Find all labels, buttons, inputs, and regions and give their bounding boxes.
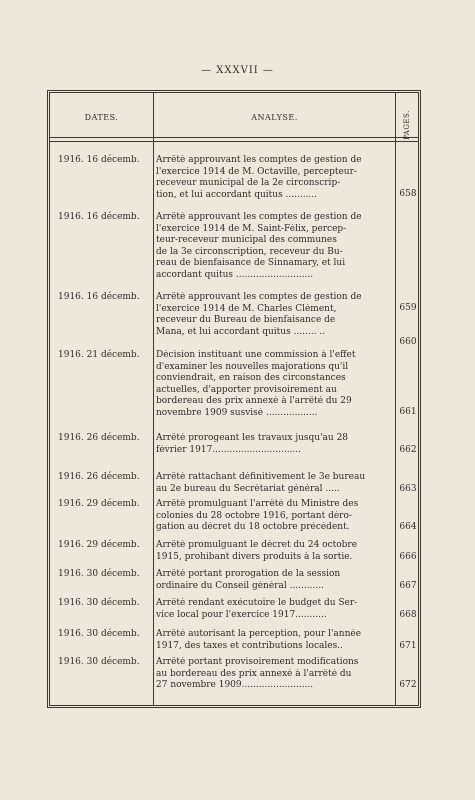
- analysis-line: d'examiner les nouvelles majorations qu'il: [156, 361, 349, 372]
- entry-page-number: 666: [399, 552, 417, 562]
- analysis-line: teur-receveur municipal des communes: [156, 235, 337, 245]
- entry-date: 1916. 26 décemb.: [58, 472, 140, 482]
- analysis-line: conviendrait, en raison des circonstances: [156, 373, 346, 383]
- analysis-line: reau de bienfaisance de Sinnamary, et lui: [156, 258, 346, 268]
- analysis-line: 1915, prohibant divers produits à la sortie.: [156, 551, 353, 562]
- analysis-line: Arrêté portant provisoirement modifications: [156, 657, 359, 667]
- analysis-line: Arrêté promulguant le décret du 24 octobre: [156, 540, 358, 550]
- analysis-line: Arrêté approuvant les comptes de gestion de: [156, 212, 362, 222]
- analysis-line: 27 novembre 1909.........................: [156, 680, 314, 690]
- analysis-line: Arrêté promulguant l'arrêté du Ministre des: [156, 499, 359, 509]
- entry-analysis: [156, 472, 392, 495]
- analyse-column-header: ANALYSE.: [251, 113, 298, 122]
- entry-analysis: [156, 212, 392, 281]
- analysis-line: vice local pour l'exercice 1917...........: [156, 609, 327, 620]
- analysis-line: gation au décret du 18 octobre précédent.: [156, 522, 350, 532]
- entry-date: 1916. 30 décemb.: [58, 657, 140, 667]
- analysis-line: Mana, et lui accordant quitus ........ ..: [156, 326, 326, 337]
- analysis-line: 1917, des taxes et contributions locales..: [156, 640, 343, 651]
- entry-page-number: 659: [399, 303, 417, 313]
- entry-page-number: 672: [399, 680, 417, 690]
- analysis-line: colonies du 28 octobre 1916, portant déro-: [156, 510, 352, 521]
- entry-page-number: 664: [399, 522, 417, 532]
- entry-date: 1916. 26 décemb.: [58, 433, 140, 443]
- analysis-line: février 1917...............................: [156, 444, 302, 455]
- entry-date: 1916. 16 décemb.: [58, 155, 140, 165]
- analysis-line: accordant quitus ...........................: [156, 269, 314, 280]
- entry-analysis: [156, 629, 392, 652]
- analysis-line: Décision instituant une commission à l'effet: [156, 350, 356, 360]
- entry-date: 1916. 29 décemb.: [58, 499, 140, 509]
- entry-page-number: 663: [399, 484, 417, 494]
- entry-date: 1916. 29 décemb.: [58, 540, 140, 550]
- entry-date: 1916. 16 décemb.: [58, 292, 140, 302]
- analysis-line: de la 3e circonscription, receveur du Bu-: [156, 246, 343, 257]
- entry-analysis: [156, 540, 392, 563]
- analysis-line: receveur du Bureau de bienfaisance de: [156, 315, 336, 325]
- analysis-line: actuelles, d'apporter provisoirement au: [156, 384, 337, 395]
- entry-page-number: 658: [399, 189, 417, 199]
- entry-analysis: [156, 598, 392, 621]
- analysis-line: Arrêté approuvant les comptes de gestion de: [156, 155, 362, 165]
- entry-page-number: 668: [399, 610, 417, 620]
- analysis-line: receveur municipal de la 2e circonscrip-: [156, 178, 341, 188]
- analysis-line: bordereau des prix annexé à l'arrêté du 29: [156, 396, 352, 406]
- analysis-line: novembre 1909 susvisé ..................: [156, 407, 318, 418]
- pages-column-header: [396, 110, 418, 140]
- entry-analysis: [156, 569, 392, 592]
- analysis-line: au 2e bureau du Secrétariat général .....: [156, 483, 340, 494]
- analysis-line: ordinaire du Conseil général ............: [156, 580, 324, 591]
- index-table: [47, 90, 421, 708]
- analysis-line: Arrêté autorisant la perception, pour l'année: [156, 629, 362, 639]
- analysis-line: Arrêté portant prorogation de la session: [156, 569, 341, 579]
- analysis-line: Arrêté approuvant les comptes de gestion de: [156, 292, 362, 302]
- pages-column-divider: [395, 93, 396, 705]
- analysis-line: Arrêté rendant exécutoire le budget du Ser-: [156, 598, 358, 608]
- page-number-header: — XXXVII —: [201, 65, 274, 76]
- entry-analysis: [156, 350, 392, 419]
- entry-page-number: 662: [399, 445, 417, 455]
- entry-date: 1916. 30 décemb.: [58, 569, 140, 579]
- header-divider: [50, 137, 418, 142]
- analysis-line: au bordereau des prix annexé à l'arrêté du: [156, 668, 352, 679]
- analysis-line: l'exercice 1914 de M. Octaville, percepteur-: [156, 166, 357, 177]
- entry-analysis: [156, 499, 392, 534]
- analysis-line: tion, et lui accordant quitus ...........: [156, 189, 318, 200]
- entry-analysis: [156, 292, 392, 338]
- entry-analysis: [156, 657, 392, 692]
- entry-date: 1916. 30 décemb.: [58, 598, 140, 608]
- entry-page-number: 660: [399, 337, 417, 347]
- dates-column-divider: [153, 93, 154, 705]
- entry-date: 1916. 21 décemb.: [58, 350, 140, 360]
- analysis-line: l'exercice 1914 de M. Saint-Félix, percep-: [156, 223, 347, 234]
- entry-date: 1916. 30 décemb.: [58, 629, 140, 639]
- entry-page-number: 667: [399, 581, 417, 591]
- entry-page-number: 661: [399, 407, 417, 417]
- entry-analysis: [156, 433, 392, 456]
- analysis-line: l'exercice 1914 de M. Charles Clément,: [156, 303, 337, 314]
- dates-column-header: DATES.: [84, 113, 119, 122]
- pages-column-header-label: PAGES.: [403, 110, 412, 140]
- entry-page-number: 671: [399, 641, 417, 651]
- analysis-line: Arrêté prorogeant les travaux jusqu'au 28: [156, 433, 349, 443]
- entry-date: 1916. 16 décemb.: [58, 212, 140, 222]
- analysis-line: Arrêté rattachant définitivement le 3e bureau: [156, 472, 366, 482]
- entry-analysis: [156, 155, 392, 201]
